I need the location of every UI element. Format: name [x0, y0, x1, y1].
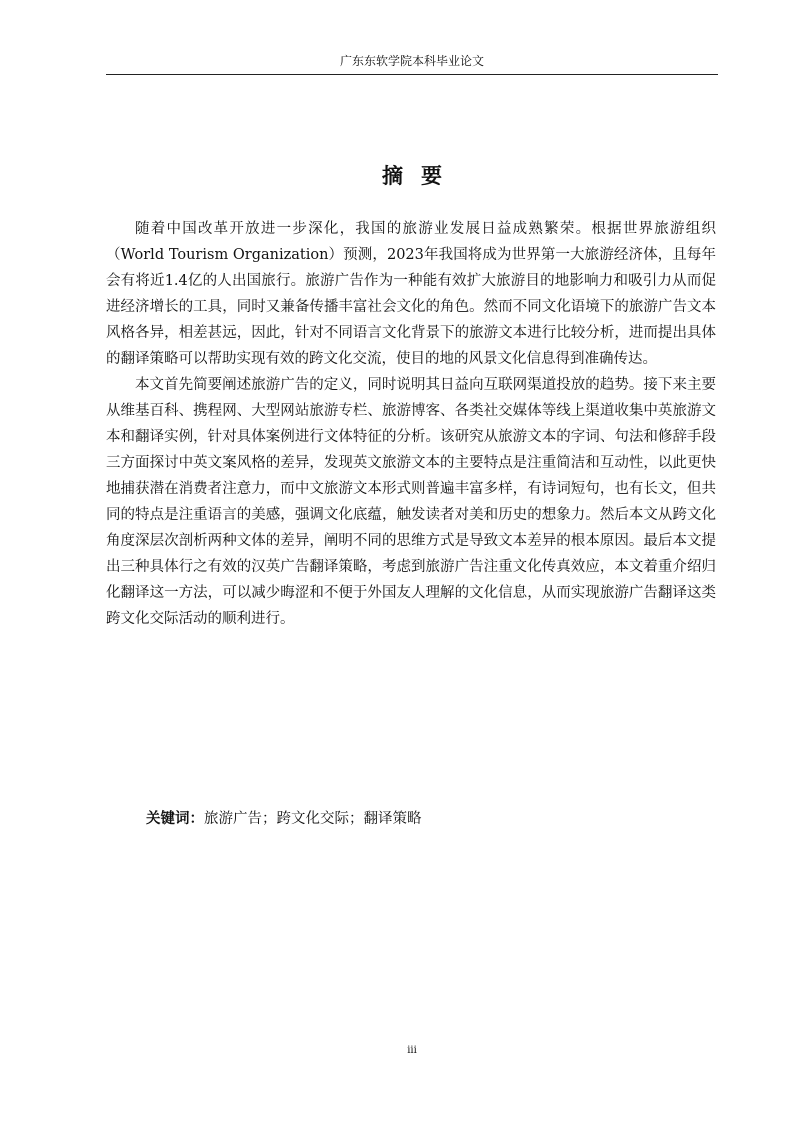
page-number: iii [407, 1045, 417, 1056]
abstract-body [106, 216, 716, 632]
abstract-paragraph-1: 随着中国改革开放进一步深化，我国的旅游业发展日益成熟繁荣。根据世界旅游组织（World Tourism Organization）预测，2023年我国将成为世界第一大旅游经济体，且每年会有将近1.4亿的人出国旅行。旅游广告作为一种能有效扩大旅游目的地影响力和吸引力从而促进经济增长的工具，同时又兼备传播丰富社会文化的角色。然而不同文化语境下的旅游广告文本风格各异，相差甚远，因此，针对不同语言文化背景下的旅游文本进行比较分析，进而提出具体的翻译策略可以帮助实现有效的跨文化交流，使目的地的风景文化信息得到准确传达。 [106, 221, 716, 367]
page-header [106, 52, 718, 75]
header-title: 广东东软学院本科毕业论文 [339, 54, 484, 68]
keywords-line [146, 806, 422, 832]
abstract-paragraph-2: 本文首先简要阐述旅游广告的定义，同时说明其日益向互联网渠道投放的趋势。接下来主要从维基百科、携程网、大型网站旅游专栏、旅游博客、各类社交媒体等线上渠道收集中英旅游文本和翻译实例，针对具体案例进行文体特征的分析。该研究从旅游文本的字词、句法和修辞手段三方面探讨中英文案风格的差异，发现英文旅游文本的主要特点是注重简洁和互动性，以此更快地捕获潜在消费者注意力，而中文旅游文本形式则普遍丰富多样，有诗词短句，也有长文，但共同的特点是注重语言的美感，强调文化底蕴，触发读者对美和历史的想象力。然后本文从跨文化角度深层次剖析两种文体的差异，阐明不同的思维方式是导致文本差异的根本原因。最后本文提出三种具体行之有效的汉英广告翻译策略，考虑到旅游广告注重文化传真效应，本文着重介绍归化翻译这一方法，可以减少晦涩和不便于外国友人理解的文化信息，从而实现旅游广告翻译这类跨文化交际活动的顺利进行。 [106, 377, 716, 627]
keywords-value: 旅游广告；跨文化交际；翻译策略 [204, 811, 422, 827]
abstract-title: 摘要 [382, 163, 460, 188]
keywords-label: 关键词： [146, 811, 204, 827]
